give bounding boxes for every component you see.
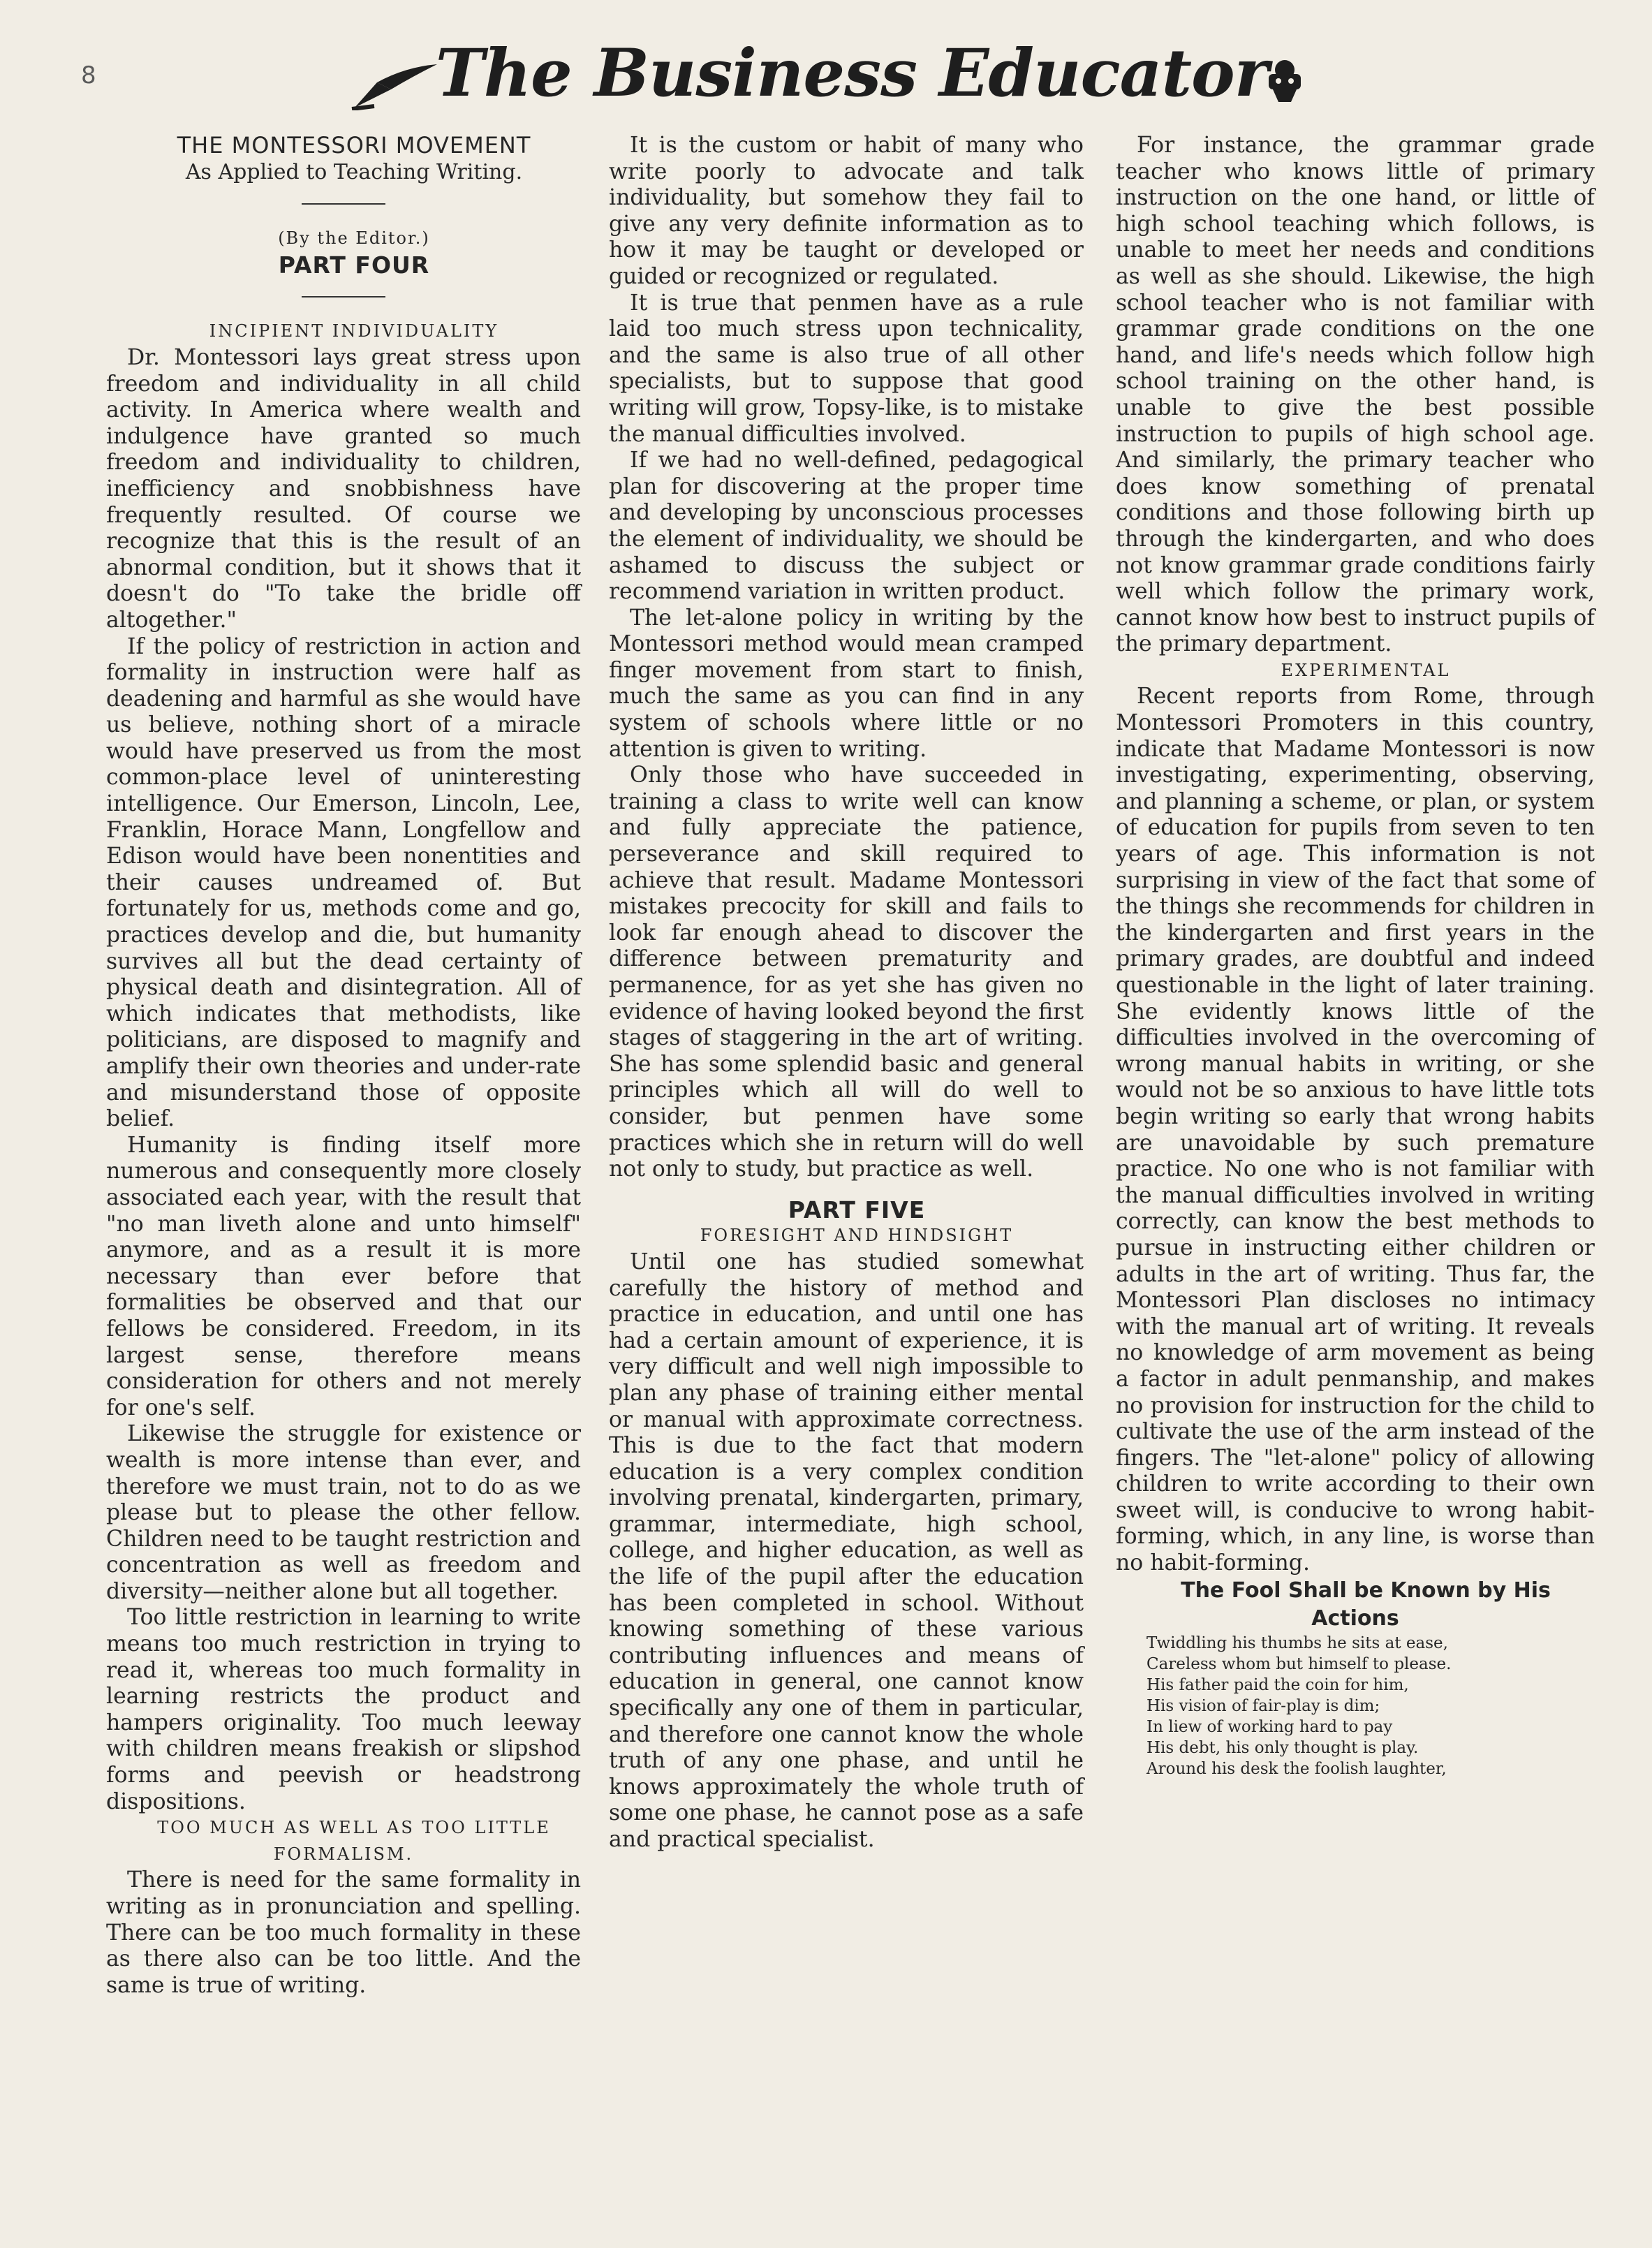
poem-line: In liew of working hard to pay [1146, 1717, 1393, 1736]
article-title: THE MONTESSORI MOVEMENT [177, 132, 531, 159]
masthead-title: The Business Educator [435, 35, 1269, 112]
page-number: 8 [81, 61, 96, 89]
poem-line: Careless whom but himself to please. [1146, 1654, 1452, 1673]
paragraph: If the policy of restriction in action and formality in instruction were half as deadening and harmful as she would have us believe, nothing short of a miracle would have preserved us from the most common-place level of uninteresting intelligence. Our Emerson, Lincoln, Lee, Franklin, Horace Mann, Longfellow and Edison would have been nonentities and their causes undreamed of. But fortunately for us, methods come and go, practices develop and die, but humanity survives all but the dead certainty of physical death and disintegration. All of which indicates that methodists, like politicians, are disposed to magnify and amplify their own theories and under-rate and misunderstand those of opposite belief. [106, 633, 581, 1132]
paragraph: It is true that penmen have as a rule laid too much stress upon technicality, and the same is also true of all other specialists, but to suppose that good writing will grow, Topsy-like, is to mistake the manual difficulties involved. [609, 290, 1084, 447]
paragraph: The let-alone policy in writing by the Montessori method would mean cramped finger movement from start to finish, much the same as you can find in any system of schools where little or no attention is given to writing. [609, 605, 1084, 762]
subheading-incipient-individuality: INCIPIENT INDIVIDUALITY [209, 321, 499, 341]
subheading-formalism: TOO MUCH AS WELL AS TOO LITTLE FORMALISM. [157, 1818, 551, 1864]
poem-title: The Fool Shall be Known by His Actions [1181, 1578, 1551, 1631]
poem-line: His debt, his only thought is play. [1146, 1738, 1419, 1757]
paragraph: It is the custom or habit of many who write poorly to advocate and talk individuality, but somehow they fail to give any very definite information as to how it may be taught or developed or guided or recognized or regulated. [609, 133, 1084, 289]
paragraph: Until one has studied somewhat carefully the history of method and practice in education, and until one has had a certain amount of experience, it is very difficult and well nigh impossible to plan any phase of training either mental or manual with approximate correctness. This is due to the fact that modern education is a very complex condition involving prenatal, kindergarten, primary, grammar, intermediate, high school, college, and higher education, as well as the life of the pupil after the education has been completed in school. Without knowing something of these various contributing influences and means of education in general, one cannot know specifically any one of them in particular, and therefore one cannot know the whole truth of any one phase, and until he knows approximately the whole truth of some one phase, he cannot pose as a safe and practical specialist. [609, 1249, 1084, 1852]
paragraph: Only those who have succeeded in training a class to write well can know and fully appreciate the patience, perseverance and skill required to achieve that result. Madame Montessori mistakes precocity for skill and fails to look far enough ahead to discover the difference between prematurity and permanence, for as yet she has given no evidence of having looked beyond the first stages of staggering in the art of writing. She has some splendid basic and general principles which all will do well to consider, but penmen have some practices which she in return will do well not only to study, but practice as well. [609, 763, 1084, 1182]
poem-line: Around his desk the foolish laughter, [1146, 1759, 1447, 1778]
subheading-foresight: FORESIGHT AND HINDSIGHT [700, 1226, 1014, 1246]
part-five-heading: PART FIVE [788, 1196, 926, 1224]
masthead [293, 28, 1410, 122]
poem [1146, 1633, 1595, 1779]
crest-emblem-icon [1260, 56, 1309, 105]
article-subtitle: As Applied to Teaching Writing. [185, 159, 523, 184]
poem-line: His father paid the coin for him, [1146, 1675, 1409, 1694]
column-3 [1116, 133, 1595, 1779]
paragraph: Recent reports from Rome, through Montessori Promoters in this country, indicate that Madame Montessori is now investigating, experimenting, observing, and planning a scheme, or plan, or system of education for pupils from seven to ten years of age. This information is not surprising in view of the fact that some of the things she recommends for children in the kindergarten and first years in the primary grades, are doubtful and indeed questionable in the light of later training. She evidently knows little of the difficulties involved in the overcoming of wrong manual habits in writing, or she would not be so anxious to have little tots begin writing so early that wrong habits are unavoidable by such premature practice. No one who is not familiar with the manual difficulties involved in writing correctly, can know the best methods to pursue in instructing either children or adults in the art of writing. Thus far, the Montessori Plan discloses no intimacy with the manual art of writing. It reveals no knowledge of arm movement as being a factor in adult penmanship, and makes no provision for instruction for the child to cultivate the use of the arm instead of the fingers. The "let-alone" policy of allowing children to write according to their own sweet will, is conducive to wrong habit-forming, which, in any line, is worse than no habit-forming. [1116, 684, 1595, 1576]
paragraph: Dr. Montessori lays great stress upon freedom and individuality in all child activity. In America where wealth and indulgence have granted so much freedom and individuality to children, inefficiency and snobbishness have frequently resulted. Of course we recognize that this is the result of an abnormal condition, but it shows that it doesn't do "To take the bridle off altogether." [106, 344, 581, 633]
column-1 [106, 133, 581, 1999]
divider-rule [302, 296, 385, 297]
divider-rule [302, 203, 385, 205]
part-four-heading: PART FOUR [278, 251, 430, 279]
subheading-experimental: EXPERIMENTAL [1281, 660, 1451, 680]
paragraph: For instance, the grammar grade teacher who knows little of primary instruction on the one hand, or little of high school teaching which follows, is unable to meet her needs and conditions as well as she should. Likewise, the high school teacher who is not familiar with grammar grade conditions on the one hand, and life's needs which follow high school training on the other hand, is unable to give the best possible instruction to pupils of high school age. And similarly, the primary teacher who does know something of prenatal conditions and those following birth up through the kindergarten, and who does not know grammar grade conditions fairly well which follow the primary work, cannot know how best to instruct pupils of the primary department. [1116, 133, 1595, 657]
paragraph: If we had no well-defined, pedagogical plan for discovering at the proper time and developing by unconscious processes the element of individuality, we should be ashamed to discuss the subject or recommend variation in written product. [609, 448, 1084, 605]
poem-line: Twiddling his thumbs he sits at ease, [1146, 1633, 1448, 1652]
paragraph: Likewise the struggle for existence or wealth is more intense than ever, and therefore we must train, not to do as we please but to please the other fellow. Children need to be taught restriction and concentration as well as freedom and diversity—neither alone but all together. [106, 1421, 581, 1604]
poem-line: His vision of fair-play is dim; [1146, 1696, 1380, 1715]
paragraph: There is need for the same formality in writing as in pronunciation and spelling. There can be too much formality in these as there also can be too little. And the same is true of writing. [106, 1867, 581, 1998]
byline: (By the Editor.) [278, 228, 430, 249]
paragraph: Too little restriction in learning to write means too much restriction in trying to read it, whereas too much formality in learning restricts the product and hampers originality. Too much leeway with children means freakish or slipshod forms and peevish or headstrong dispositions. [106, 1605, 581, 1814]
column-2 [609, 133, 1084, 1853]
paragraph: Humanity is finding itself more numerous and consequently more closely associated each year, with the result that "no man liveth alone and unto himself" anymore, and as a result it is more necessary than ever before that formalities be observed and that our fellows be considered. Freedom, in its largest sense, therefore means consideration for others and not merely for one's self. [106, 1132, 581, 1420]
